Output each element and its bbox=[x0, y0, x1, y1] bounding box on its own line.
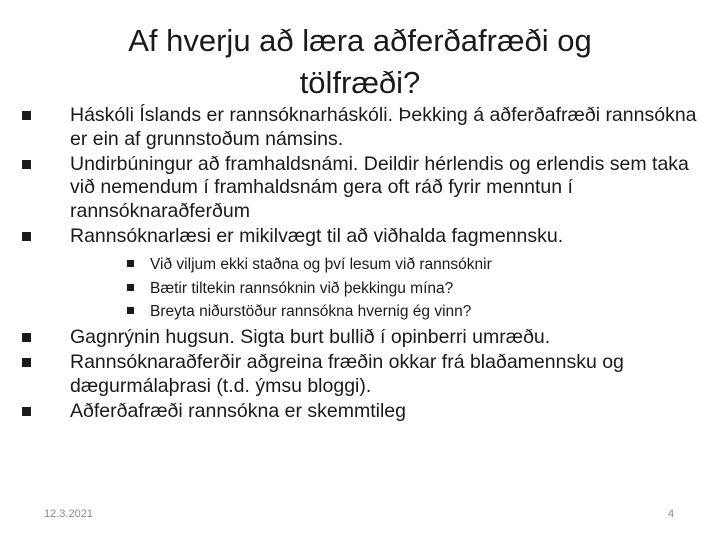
square-bullet-icon bbox=[22, 333, 31, 342]
bullet-item bbox=[22, 225, 702, 323]
bullet-text: Rannsóknaraðferðir aðgreina fræðin okkar frá blaðamennsku og dægurmálaþrasi (t.d. ýmsu bloggi). bbox=[70, 351, 624, 397]
bullet-text: Háskóli Íslands er rannsóknarháskóli. Þekking á aðferðafræði rannsókna er ein af grunnstoðum námsins. bbox=[70, 104, 697, 150]
bullet-text: Aðferðafræði rannsókna er skemmtileg bbox=[70, 399, 406, 422]
slide-title: Af hverju að læra aðferðafræði og tölfræði? bbox=[128, 23, 592, 100]
slide-body bbox=[22, 104, 702, 425]
sub-bullet-item bbox=[70, 254, 702, 275]
footer-date: 12.3.2021 bbox=[44, 508, 93, 520]
slide-number: 4 bbox=[668, 508, 675, 520]
square-bullet-icon bbox=[22, 111, 31, 120]
bullet-item bbox=[22, 351, 702, 398]
bullet-list bbox=[22, 104, 702, 423]
square-bullet-icon bbox=[127, 260, 134, 267]
square-bullet-icon bbox=[22, 407, 31, 416]
square-bullet-icon bbox=[127, 307, 134, 314]
sub-bullet-list bbox=[70, 254, 702, 322]
square-bullet-icon bbox=[127, 284, 134, 291]
bullet-text: Rannsóknarlæsi er mikilvægt til að viðhalda fagmennsku. bbox=[70, 224, 564, 247]
bullet-item bbox=[22, 153, 702, 224]
bullet-text: Undirbúningur að framhaldsnámi. Deildir hérlendis og erlendis sem taka við nemendum í framhaldsnám gera oft ráð fyrir menntun í rannsóknaraðferðum bbox=[70, 152, 689, 222]
sub-bullet-text: Við viljum ekki staðna og því lesum við rannsóknir bbox=[150, 256, 492, 273]
bullet-item bbox=[22, 326, 702, 350]
sub-bullet-text: Breyta niðurstöður rannsókna hvernig ég vinn? bbox=[150, 303, 472, 320]
bullet-text: Gagnrýnin hugsun. Sigta burt bullið í opinberri umræðu. bbox=[70, 326, 551, 348]
sub-bullet-text: Bætir tiltekin rannsóknin við þekkingu mína? bbox=[150, 279, 454, 297]
sub-bullet-item bbox=[70, 301, 702, 322]
bullet-item bbox=[22, 400, 702, 424]
square-bullet-icon bbox=[22, 160, 31, 169]
square-bullet-icon bbox=[22, 232, 31, 241]
bullet-item bbox=[22, 104, 702, 151]
square-bullet-icon bbox=[22, 358, 31, 367]
sub-bullet-item bbox=[70, 278, 702, 299]
